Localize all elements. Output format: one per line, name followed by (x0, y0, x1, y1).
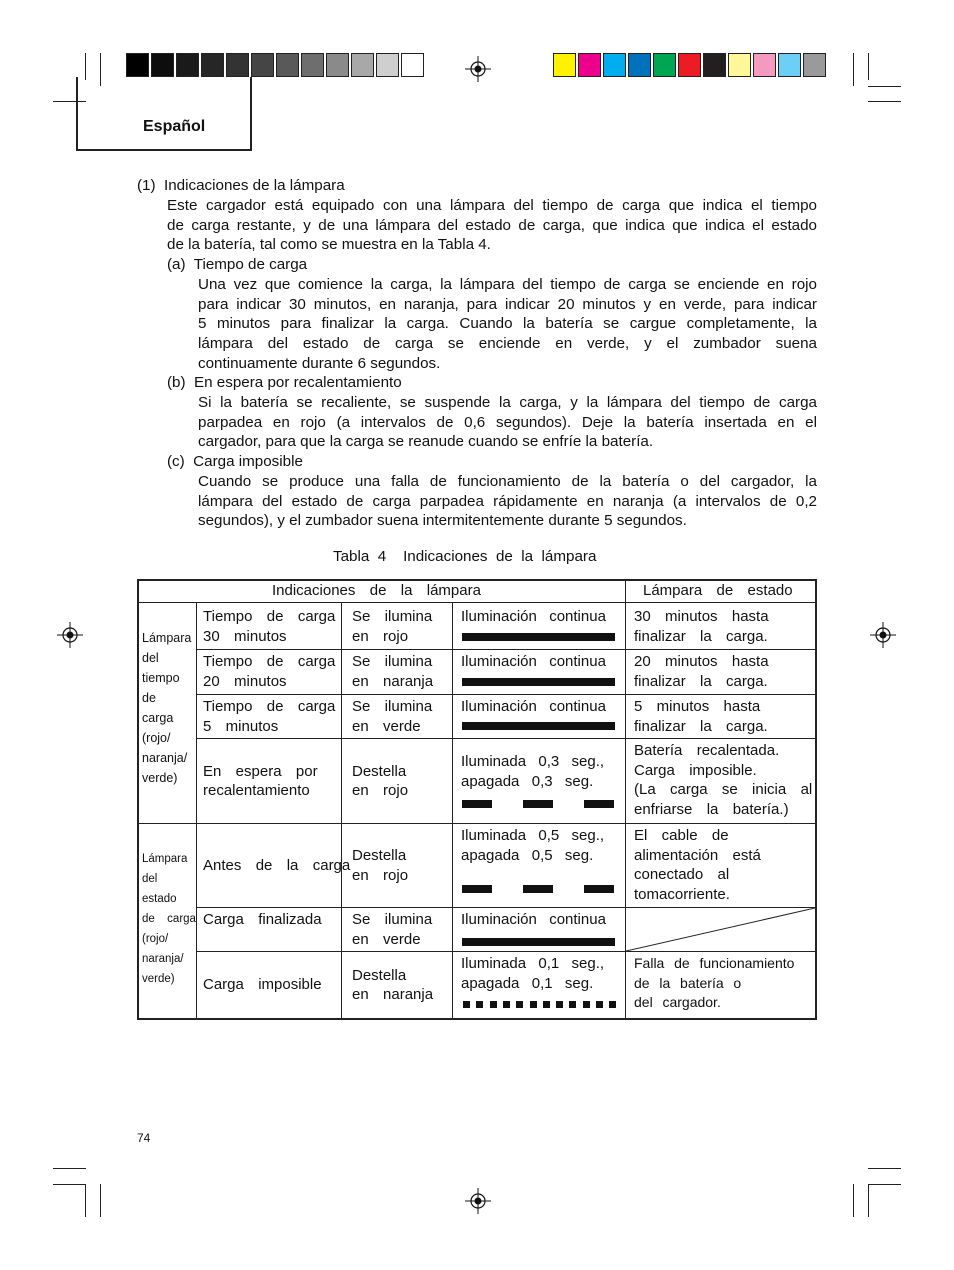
paragraph-line: Cuando se produce una falla de funcionamiento de la batería o del cargador, la (198, 473, 817, 490)
lamp-indications-table (137, 579, 817, 1020)
table-rule (341, 602, 342, 1018)
crop-mark (85, 53, 86, 80)
lamp-action-text: en verde (352, 930, 421, 948)
table-rule (196, 738, 815, 739)
color-swatch (753, 53, 776, 77)
status-text: finalizar la carga. (634, 717, 768, 735)
color-swatch (778, 53, 801, 77)
lamp-pattern-text: apagada 0,3 seg. (461, 772, 594, 790)
crop-mark (853, 53, 854, 86)
rapid-blink-dot (569, 1001, 576, 1008)
gray-swatch (151, 53, 174, 77)
registration-target-icon (870, 622, 896, 648)
crop-mark (868, 1168, 901, 1169)
status-text: finalizar la carga. (634, 627, 768, 645)
status-text: 30 minutos hasta (634, 608, 769, 625)
group-label-charge-time-lamp: tiempo (142, 671, 180, 685)
gray-swatch (301, 53, 324, 77)
gray-swatch (351, 53, 374, 77)
gray-swatch (401, 53, 424, 77)
group-label-charge-status-lamp: verde) (142, 973, 175, 985)
condition-text: Carga imposible (203, 976, 322, 994)
crop-mark (868, 1184, 901, 1185)
group-label-charge-status-lamp: (rojo/ (142, 933, 169, 945)
blink-dash (584, 800, 614, 808)
condition-text: 5 minutos (203, 717, 279, 735)
condition-text: En espera por (203, 762, 318, 780)
rapid-blink-dot (503, 1001, 510, 1008)
status-text: 20 minutos hasta (634, 653, 769, 670)
rapid-blink-dot (556, 1001, 563, 1008)
blink-dash (584, 885, 614, 893)
lamp-action-text: en verde (352, 717, 421, 735)
condition-text: 20 minutos (203, 672, 287, 690)
crop-mark (85, 1184, 86, 1217)
condition-text: Carga finalizada (203, 911, 322, 928)
paragraph-line: Si la batería se recaliente, se suspende la carga, y la lámpara del tiempo de carga (198, 394, 817, 411)
blink-dash (462, 885, 492, 893)
language-label: Español (143, 118, 206, 135)
group-label-charge-status-lamp: naranja/ (142, 953, 184, 965)
continuous-light-bar (462, 722, 615, 730)
crop-mark (53, 1184, 86, 1185)
lamp-pattern-text: Iluminación continua (461, 608, 606, 625)
lamp-action-text: en rojo (352, 866, 409, 884)
gray-swatch (176, 53, 199, 77)
language-tab (76, 77, 252, 151)
color-swatch (653, 53, 676, 77)
table-rule (196, 649, 815, 650)
table-rule (625, 580, 626, 1018)
paragraph-line: lámpara del estado de carga parpadea rápidamente en naranja (a intervalos de 0,2 (198, 492, 817, 510)
condition-text: 30 minutos (203, 627, 287, 645)
table-rule (196, 694, 815, 695)
lamp-pattern-text: Iluminación continua (461, 653, 606, 670)
gray-swatch (326, 53, 349, 77)
color-swatch (628, 53, 651, 77)
paragraph-line: de carga restante, y de una lámpara del estado de carga, que indica que indica el estado (167, 216, 817, 234)
crop-mark (868, 101, 901, 102)
table-caption: Tabla 4 Indicaciones de la lámpara (333, 548, 597, 565)
color-swatch (603, 53, 626, 77)
condition-text: recalentamiento (203, 782, 310, 799)
status-text: Falla de funcionamiento (634, 955, 795, 971)
status-text: de la batería o (634, 974, 742, 991)
status-text: alimentación está (634, 846, 761, 864)
lamp-action-text: Se ilumina (352, 608, 433, 625)
blink-dash (462, 800, 492, 808)
lamp-action-text: Destella (352, 847, 407, 864)
lamp-pattern-text: Iluminada 0,1 seg., (461, 955, 605, 972)
group-label-charge-time-lamp: carga (142, 711, 174, 725)
crop-mark (853, 1184, 854, 1217)
gray-swatch (126, 53, 149, 77)
rapid-blink-dot (609, 1001, 616, 1008)
status-text: (La carga se inicia al (634, 781, 813, 798)
continuous-light-bar (462, 938, 615, 946)
lamp-action-text: Se ilumina (352, 911, 433, 928)
lamp-pattern-text: Iluminada 0,3 seg., (461, 753, 605, 770)
subsection-c-title: (c) Carga imposible (167, 453, 303, 470)
gray-swatch (201, 53, 224, 77)
lamp-action-text: en rojo (352, 627, 409, 645)
group-label-charge-time-lamp: Lámpara (142, 631, 192, 645)
paragraph-line: segundos), y el zumbador suena intermitentemente durante 5 segundos. (198, 512, 687, 530)
crop-mark (53, 1168, 86, 1169)
lamp-action-text: Se ilumina (352, 698, 433, 715)
lamp-action-text: en naranja (352, 986, 434, 1003)
group-label-charge-time-lamp: naranja/ (142, 751, 188, 765)
crop-mark (100, 1184, 101, 1217)
lamp-action-text: Destella (352, 966, 407, 984)
table-rule (139, 823, 815, 824)
blink-dash (523, 800, 553, 808)
color-swatch (553, 53, 576, 77)
rapid-blink-dot (463, 1001, 470, 1008)
lamp-action-text: Se ilumina (352, 653, 433, 670)
status-text: finalizar la carga. (634, 672, 768, 690)
paragraph-line: parpadea en rojo (a intervalos de 0,6 segundos). Deje la batería insertada en el (198, 413, 817, 431)
gray-swatch (251, 53, 274, 77)
rapid-blink-dot (596, 1001, 603, 1008)
group-label-charge-status-lamp: Lámpara (142, 853, 188, 865)
gray-swatch (376, 53, 399, 77)
page-number: 74 (137, 1131, 151, 1145)
paragraph-line: para indicar 30 minutos, en naranja, para indicar 20 minutos y en verde, para indicar (198, 295, 817, 313)
crop-mark (868, 53, 869, 80)
lamp-pattern-text: Iluminada 0,5 seg., (461, 827, 605, 844)
rapid-blink-dot (583, 1001, 590, 1008)
condition-text: Antes de la carga (203, 856, 351, 874)
status-text: tomacorriente. (634, 885, 730, 903)
group-label-charge-time-lamp: del (142, 651, 159, 665)
lamp-pattern-text: apagada 0,5 seg. (461, 846, 594, 864)
table-rule (196, 951, 815, 952)
table-rule (452, 602, 453, 1018)
paragraph-line: 5 minutos para finalizar la carga. Cuando la batería se cargue completamente, la (198, 315, 817, 333)
registration-target-icon (465, 56, 491, 82)
color-swatch (803, 53, 826, 77)
lamp-action-text: en rojo (352, 782, 409, 799)
rapid-blink-dot (476, 1001, 483, 1008)
paragraph-line: continuamente durante 6 segundos. (198, 354, 441, 372)
continuous-light-bar (462, 633, 615, 641)
registration-target-icon (465, 1188, 491, 1214)
status-text: enfriarse la batería.) (634, 800, 789, 818)
section-title: (1) Indicaciones de la lámpara (137, 177, 345, 194)
rapid-blink-dot (490, 1001, 497, 1008)
empty-cell-slash (626, 908, 815, 951)
table-rule (139, 602, 815, 603)
color-swatch (578, 53, 601, 77)
paragraph-line: Una vez que comience la carga, la lámpara del tiempo de carga se enciende en rojo (198, 276, 817, 293)
header-indications: Indicaciones de la lámpara (272, 582, 481, 599)
lamp-pattern-text: Iluminación continua (461, 698, 606, 715)
group-label-charge-time-lamp: verde) (142, 771, 178, 785)
registration-target-icon (57, 622, 83, 648)
paragraph-line: cargador, para que la carga se reanude cuando se enfríe la batería. (198, 433, 654, 451)
color-swatch (728, 53, 751, 77)
group-label-charge-status-lamp: de carga (142, 913, 196, 925)
condition-text: Tiempo de carga (203, 698, 336, 715)
condition-text: Tiempo de carga (203, 653, 336, 670)
lamp-pattern-text: apagada 0,1 seg. (461, 974, 594, 992)
color-swatch (678, 53, 701, 77)
paragraph-line: de la batería, tal como se muestra en la Tabla 4. (167, 236, 491, 254)
group-label-charge-time-lamp: (rojo/ (142, 731, 171, 745)
status-text: 5 minutos hasta (634, 698, 761, 715)
lamp-action-text: en naranja (352, 672, 434, 690)
group-label-charge-status-lamp: estado (142, 893, 177, 905)
color-swatch (703, 53, 726, 77)
gray-swatch (226, 53, 249, 77)
lamp-pattern-text: Iluminación continua (461, 911, 606, 928)
status-text: Batería recalentada. (634, 742, 780, 759)
condition-text: Tiempo de carga (203, 608, 336, 625)
rapid-blink-dot (530, 1001, 537, 1008)
crop-mark (868, 86, 901, 87)
status-text: El cable de (634, 827, 729, 844)
status-text: conectado al (634, 866, 730, 883)
rapid-blink-dot (516, 1001, 523, 1008)
gray-swatch (276, 53, 299, 77)
table-rule (196, 602, 197, 1018)
lamp-action-text: Destella (352, 762, 407, 780)
status-text: Carga imposible. (634, 761, 757, 779)
subsection-a-title: (a) Tiempo de carga (167, 256, 308, 273)
group-label-charge-time-lamp: de (142, 691, 156, 705)
rapid-blink-dot (543, 1001, 550, 1008)
header-status-lamp: Lámpara de estado (643, 582, 793, 599)
paragraph-line: Este cargador está equipado con una lámpara del tiempo de carga que indica el tiempo (167, 197, 817, 214)
blink-dash (523, 885, 553, 893)
group-label-charge-status-lamp: del (142, 873, 158, 885)
subsection-b-title: (b) En espera por recalentamiento (167, 374, 402, 391)
continuous-light-bar (462, 678, 615, 686)
status-text: del cargador. (634, 994, 721, 1010)
paragraph-line: lámpara del estado de carga se enciende en verde, y el zumbador suena (198, 335, 817, 353)
crop-mark (868, 1184, 869, 1217)
